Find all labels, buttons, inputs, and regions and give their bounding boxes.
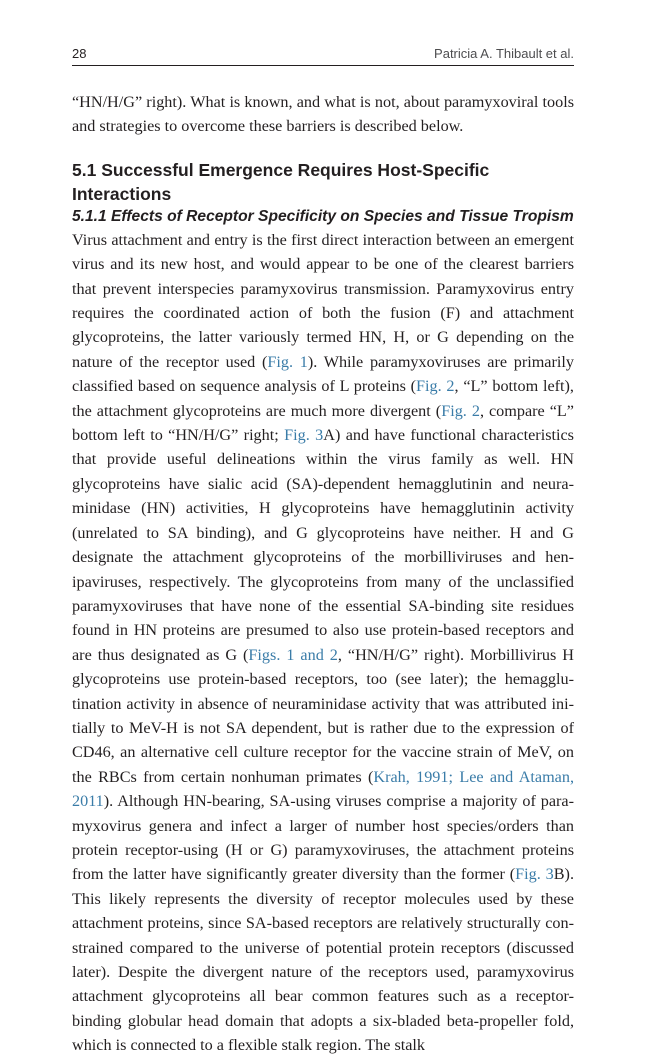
body-paragraph — [72, 228, 574, 1058]
subsection-number: 5.1.1 — [72, 207, 107, 225]
subsection-title: Effects of Receptor Specificity on Species and Tissue Tropism — [111, 207, 574, 225]
subsection-heading — [72, 206, 574, 228]
intro-paragraph: “HN/H/G” right). What is known, and what is not, about paramyxoviral tools and strategies to overcome these barriers is described below. — [72, 93, 574, 136]
page-number: 28 — [72, 46, 87, 61]
body-text: ). Although HN-bearing, SA-using viruses comprise a majority of paramyxovirus genera and infect a larger of number host species/orders than protein receptor-using (H or G) paramyxoviruses, the attachment proteins from the latter have significantly greater diversity than the former ( — [72, 792, 574, 884]
body-text: Virus attachment and entry is the first direct interaction between an emergent virus and its new host, and would appear to be one of the clearest barriers that prevent interspecies paramyxovirus transmission. Paramyxovirus entry requires the coordinated action of both the fusion (F) and attachment glycoproteins, the latter variously termed HN, H, or G depending on the nature of the receptor used ( — [72, 230, 574, 371]
page-content — [72, 90, 574, 1058]
body-text: , “HN/H/G” right). Morbillivirus H glycoproteins use protein-based receptors, too (see later); the hemagglutination activity in absence of neuraminidase activity that was attributed initially to MeV-H is not SA dependent, but is rather due to the expression of CD46, an alternative cell culture receptor for the vaccine strain of MeV, on the RBCs from certain nonhuman primates ( — [72, 645, 574, 786]
running-head — [72, 44, 574, 66]
body-text: , compare “L” bottom left to “HN/H/G” right; — [72, 401, 574, 445]
citation-link[interactable]: Krah, 1991; Lee and Ataman, 2011 — [72, 767, 574, 811]
figure-link[interactable]: Fig. 1 — [267, 352, 308, 371]
section-title: Successful Emergence Requires Host-Specific Interactions — [72, 159, 490, 204]
figure-link[interactable]: Fig. 3 — [284, 426, 324, 445]
section-number: 5.1 — [72, 159, 97, 180]
section-heading — [72, 158, 574, 206]
header-rule — [72, 65, 574, 66]
body-text: , “L” bottom left), the attachment glycoproteins are much more divergent ( — [72, 377, 574, 420]
body-text: A) and have functional characteristics that provide useful delineations within the virus family as well. HN glycoproteins have sialic acid (SA)-dependent hemagglutinin and neuraminidase (HN) activities, H glycoproteins have hemagglutinin activity (unrelated to SA binding), and G glycoproteins have neither. H and G designate the attachment glycoproteins of the morbilliviruses and henipaviruses, respectively. The glycoproteins from many of the unclassified paramyxoviruses that have none of the essential SA-binding site residues found in HN proteins are presumed to also use protein-based receptors and are thus designated as G ( — [72, 426, 574, 664]
body-text: B). This likely represents the diversity of receptor molecules used by these attachment proteins, since SA-based receptors are relatively structurally constrained compared to the universe of potential protein receptors (discussed later). Despite the divergent nature of the receptors used, paramyxovirus attachment glycoproteins all bear common features such as a receptor-binding globular head domain that adopts a six-bladed beta-propeller fold, which is connected to a flexible stalk region. The stalk — [72, 865, 574, 1055]
figure-link[interactable]: Fig. 3 — [515, 865, 554, 884]
body-text: ). While paramyxoviruses are primarily classified based on sequence analysis of L proteins ( — [72, 352, 574, 396]
running-head-authors: Patricia A. Thibault et al. — [434, 46, 574, 61]
figure-link[interactable]: Fig. 2 — [441, 401, 480, 420]
figure-link[interactable]: Figs. 1 and 2 — [248, 645, 338, 664]
figure-link[interactable]: Fig. 2 — [416, 377, 455, 396]
